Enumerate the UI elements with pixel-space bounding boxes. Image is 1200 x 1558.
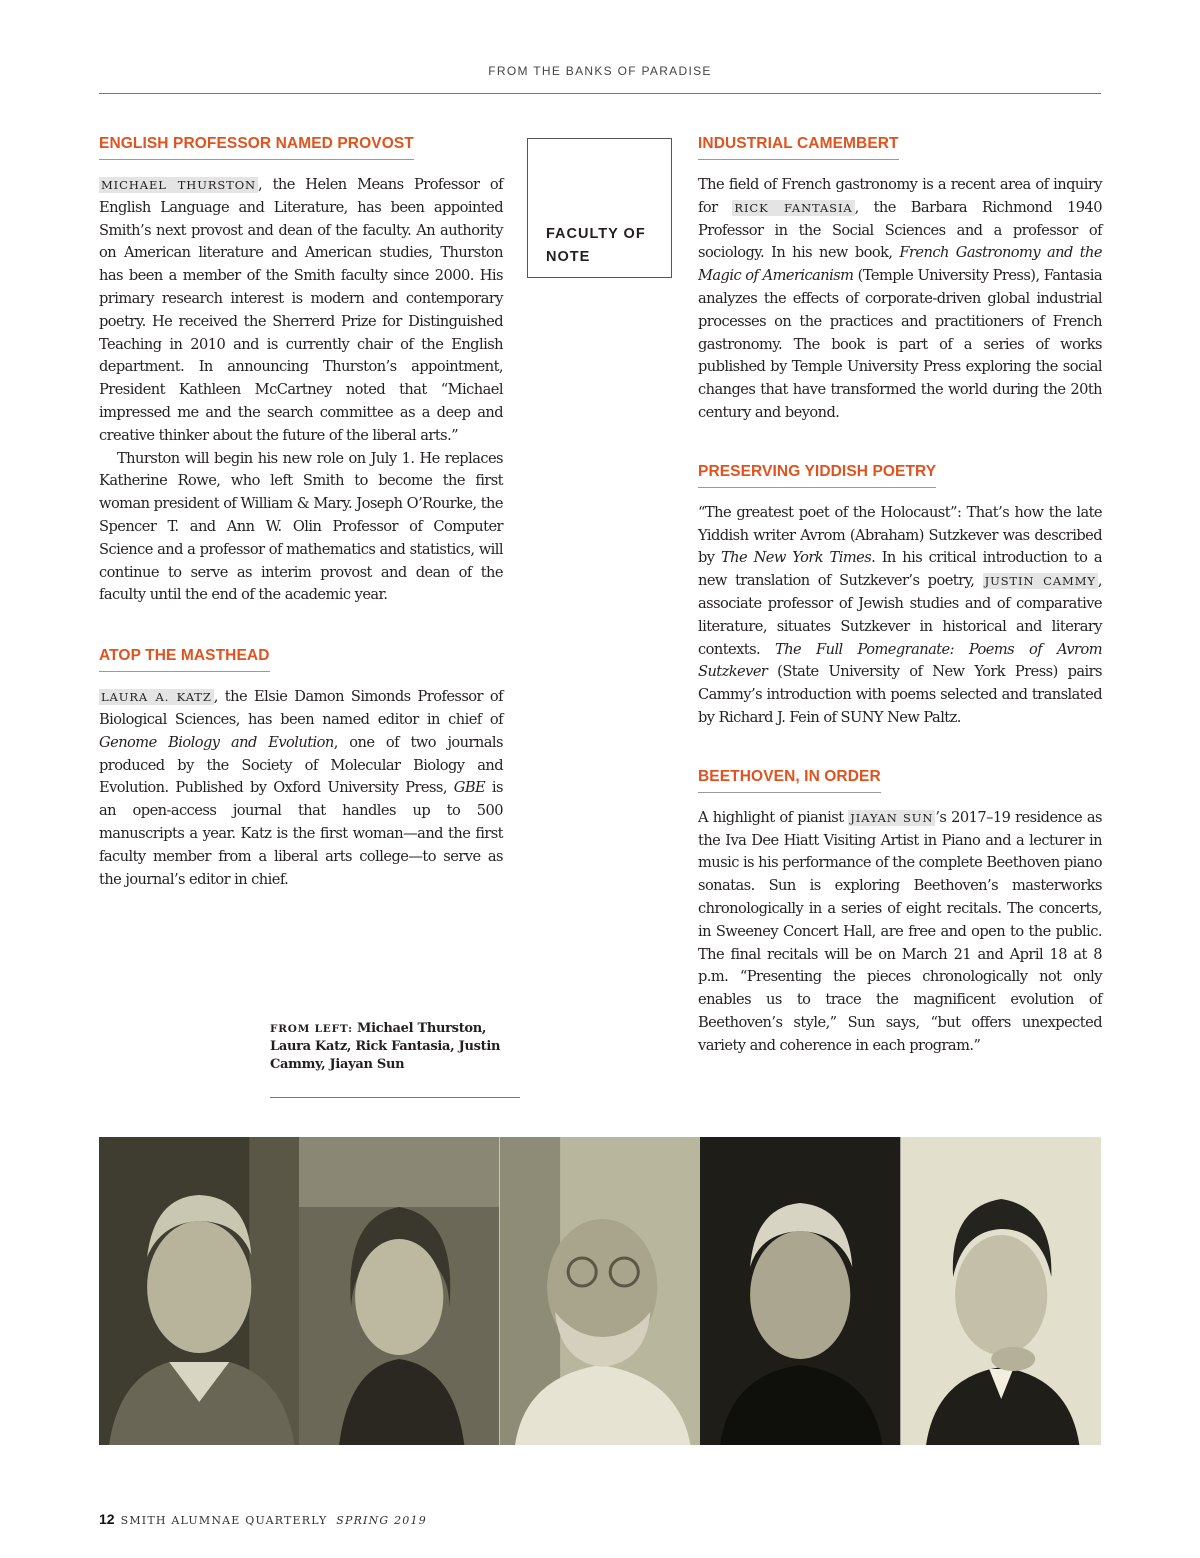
masthead-text-1: , the Elsie Damon Simonds Professor of Biological Sciences, has been named editor in chief of [99, 688, 503, 728]
beethoven-text-2: ’s 2017–19 residence as the Iva Dee Hiatt Visiting Artist in Piano and a lecturer in music is his performance of the complete Beethoven piano sonatas. Sun is exploring Beethoven’s masterworks chronologically in a series of eight recitals. The concerts, in Sweeney Concert Hall, are free and open to the public. The final recitals will be on March 21 and April 18 at 8 p.m. “Presenting the pieces chronologically not only enables us to trace the magnificent evolution of Beethoven’s style,” Sun says, “but offers unexpected variety and coherence in each program.” [698, 808, 1102, 1054]
beethoven-text-1: A highlight of pianist [698, 808, 849, 826]
newspaper-title: The New York Times [720, 549, 872, 567]
book-title-pomegranate: The Full Pomegranate: Poems of Avrom Sutzkever [698, 640, 1102, 681]
portrait-jiayan-sun [901, 1137, 1101, 1445]
caption-label: FROM LEFT: [270, 1023, 353, 1035]
left-column [99, 133, 503, 891]
camembert-text-3: (Temple University Press), Fantasia analyzes the effects of corporate-driven global industrial processes on the practices and practitioners of French gastronomy. The book is part of a series of works published by Temple University Press exploring the social changes that have transformed the world during the 20th century and beyond. [698, 267, 1103, 421]
camembert-text-2: , the Barbara Richmond 1940 Professor in the Social Sciences and a professor of sociology. In his new book, [698, 198, 1102, 262]
caption-names: Michael Thurston, Laura Katz, Rick Fantasia, Justin Cammy, Jiayan Sun [270, 1021, 501, 1072]
yiddish-text-1: “The greatest poet of the Holocaust”: That’s how the late Yiddish writer Avrom (Abraham) Sutzkever was described by [698, 503, 1102, 567]
headline-masthead: ATOP THE MASTHEAD [99, 647, 270, 672]
publication-name: SMITH ALUMNAE QUARTERLY [120, 1514, 328, 1527]
yiddish-text-3: , associate professor of Jewish studies and of comparative literature, situates Sutzkever in historical and literary contexts. [698, 572, 1102, 658]
masthead-text-2: , one of two journals produced by the Society of Molecular Biology and Evolution. Published by Oxford University Press, [99, 733, 503, 797]
page-footer [99, 1511, 427, 1527]
portrait-laura-katz [299, 1137, 499, 1445]
name-laura-katz: LAURA A. KATZ [101, 690, 212, 705]
portrait-rick-fantasia [500, 1137, 700, 1445]
header-rule [99, 93, 1101, 94]
camembert-text-1: The field of French gastronomy is a recent area of inquiry for [698, 176, 1102, 216]
journal-abbr: GBE [453, 779, 486, 797]
article-masthead [99, 686, 503, 891]
name-justin-cammy: JUSTIN CAMMY [984, 574, 1096, 589]
photo-caption [270, 1020, 520, 1074]
portrait-justin-cammy [700, 1137, 900, 1445]
book-title-gastronomy: French Gastronomy and the Magic of Americanism [698, 244, 1102, 285]
department-box [527, 138, 672, 278]
provost-text-1: , the Helen Means Professor of English Language and Literature, has been appointed Smith’s next provost and dean of the faculty. An authority on American literature and American studies, Thurston has been a member of the Smith faculty since 2000. His primary research interest is modern and contemporary poetry. He received the Sherrerd Prize for Distinguished Teaching in 2010 and is currently chair of the English department. In announcing Thurston’s appointment, President Kathleen McCartney noted that “Michael impressed me and the search committee as a deep and creative thinker about the future of the liberal arts.” [99, 176, 503, 444]
name-jiayan-sun: JIAYAN SUN [850, 810, 934, 825]
headline-beethoven: BEETHOVEN, IN ORDER [698, 768, 881, 793]
headline-yiddish: PRESERVING YIDDISH POETRY [698, 463, 936, 488]
name-rick-fantasia: RICK FANTASIA [734, 200, 853, 215]
provost-text-2: Thurston will begin his new role on July 1. He replaces Katherine Rowe, who left Smith to become the first woman president of William & Mary. Joseph O’Rourke, the Spencer T. and Ann W. Olin Professor of Computer Science and a professor of mathematics and statistics, will continue to serve as interim provost and dean of the faculty until the end of the academic year. [99, 449, 503, 604]
issue-date: SPRING 2019 [336, 1514, 427, 1527]
right-column [698, 133, 1102, 1058]
yiddish-text-2: . In his critical introduction to a new translation of Sutzkever’s poetry, [698, 549, 1102, 590]
name-michael-thurston: MICHAEL THURSTON [101, 178, 257, 192]
page-number: 12 [99, 1511, 115, 1527]
article-yiddish [698, 502, 1102, 730]
masthead-text-3: is an open-access journal that handles up to 500 manuscripts a year. Katz is the first woman—and the first faculty member from a liberal arts college—to serve as the journal’s editor in chief. [99, 779, 503, 888]
portrait-michael-thurston [99, 1137, 299, 1445]
portrait-strip [99, 1137, 1101, 1445]
headline-provost: ENGLISH PROFESSOR NAMED PROVOST [99, 135, 414, 160]
yiddish-text-4: (State University of New York Press) pairs Cammy’s introduction with poems selected and translated by Richard J. Fein of SUNY New Paltz. [698, 663, 1102, 726]
article-camembert [698, 174, 1102, 425]
running-head: FROM THE BANKS OF PARADISE [488, 64, 712, 78]
article-beethoven [698, 807, 1102, 1058]
department-label: FACULTY OF NOTE [546, 226, 646, 265]
article-provost [99, 174, 503, 607]
caption-rule [270, 1097, 520, 1098]
headline-camembert: INDUSTRIAL CAMEMBERT [698, 135, 899, 160]
journal-title: Genome Biology and Evolution [99, 733, 334, 751]
